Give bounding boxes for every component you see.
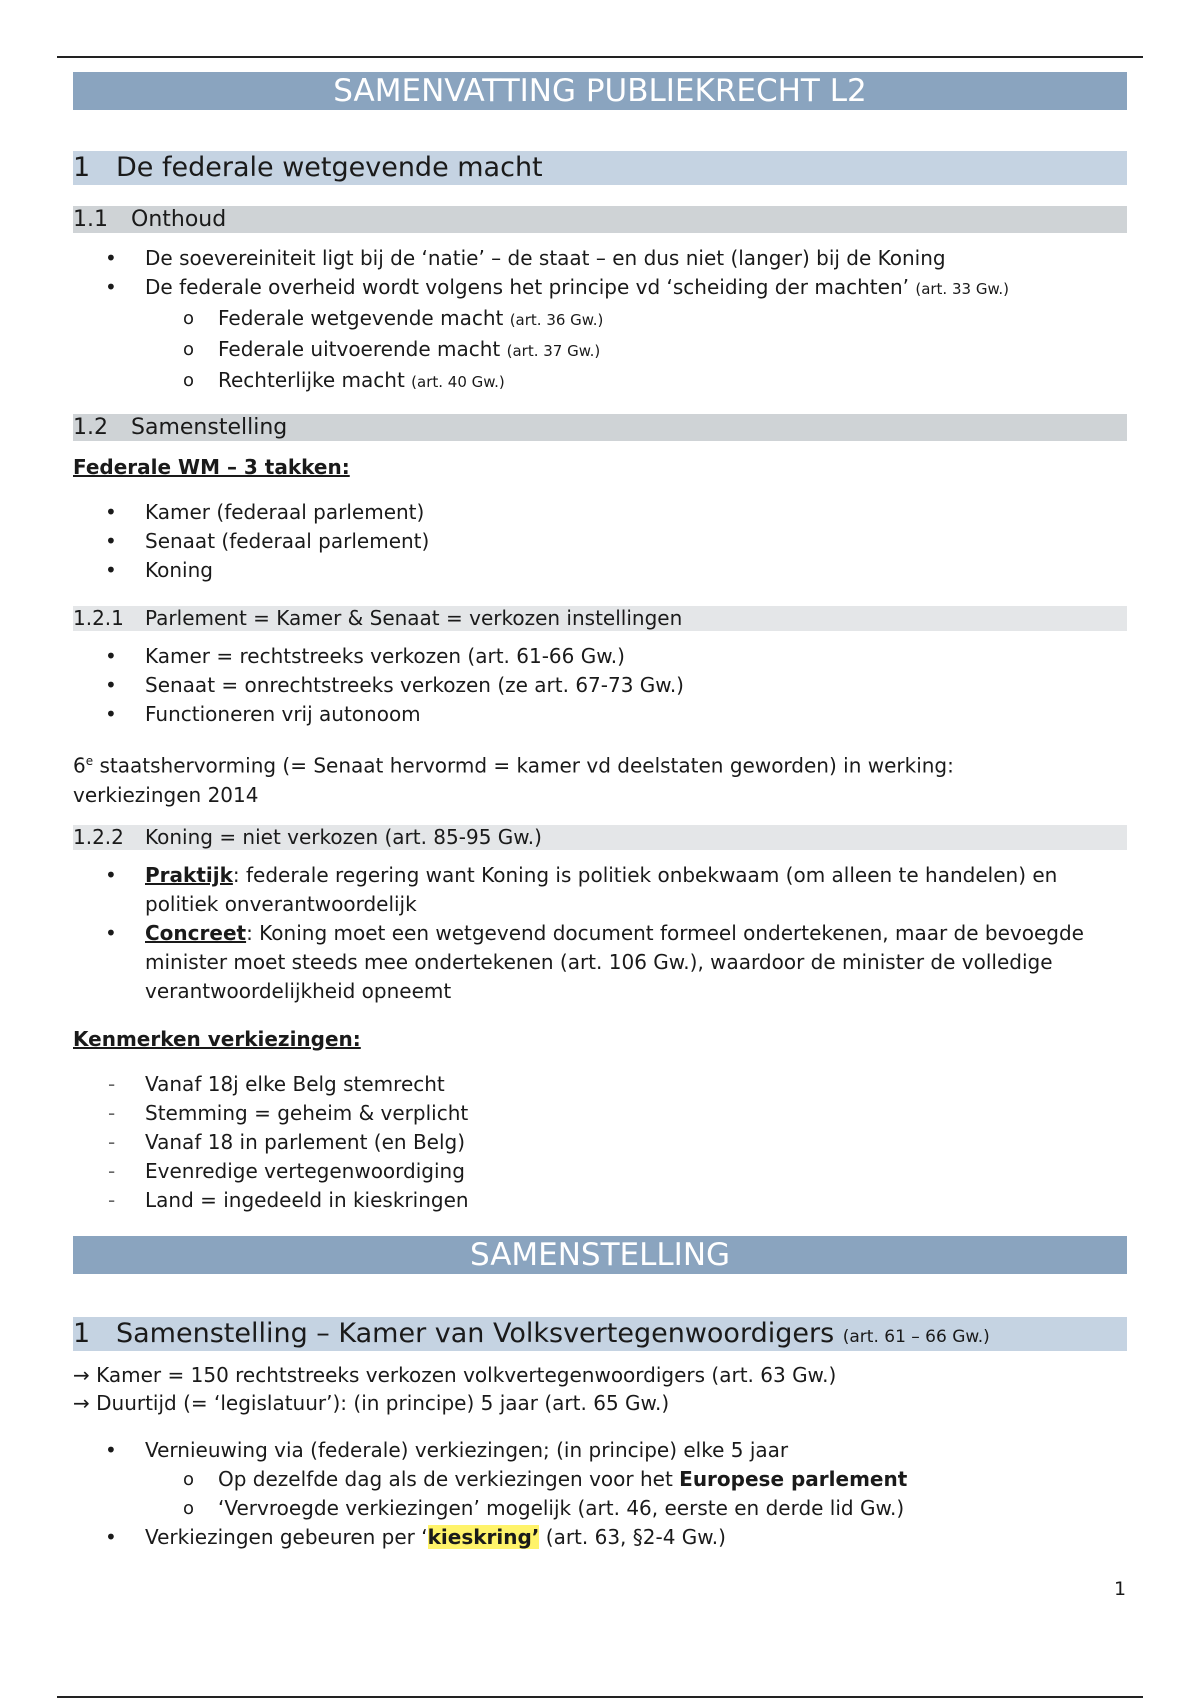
- heading-text: Onthoud: [131, 207, 227, 232]
- bold-label: Concreet: [145, 921, 247, 945]
- kenmerken-heading: Kenmerken verkiezingen:: [73, 1027, 361, 1051]
- paragraph-number: 6: [73, 753, 86, 778]
- list-item: [73, 919, 1095, 1006]
- heading-onthoud: [73, 206, 1127, 233]
- list-item-text: Verkiezingen gebeuren per ‘: [145, 1525, 428, 1549]
- article-ref: (art. 40 Gw.): [411, 373, 505, 391]
- page-number: 1: [1114, 1578, 1127, 1600]
- list-item: • Senaat = onrechtstreeks verkozen (ze art. 67-73 Gw.): [73, 671, 1127, 700]
- parlement-list: [73, 642, 1127, 729]
- heading-federale-wetgevende-macht: [73, 151, 1127, 185]
- arrow-line: → Duurtijd (= ‘legislatuur’): (in principe) 5 jaar (art. 65 Gw.): [73, 1391, 670, 1415]
- samenstelling-banner: SAMENSTELLING: [73, 1236, 1127, 1274]
- takken-list: [73, 498, 1127, 585]
- list-item-text: De soevereiniteit ligt bij de ‘natie’ – de staat – en dus niet (langer) bij de Koning: [145, 246, 946, 270]
- list-subitem: [73, 1465, 1127, 1494]
- list-item: [73, 1523, 1127, 1552]
- kamer-list: [73, 1436, 1127, 1552]
- list-item: • Kamer (federaal parlement): [73, 498, 1127, 527]
- highlighted-term: kieskring’: [427, 1525, 540, 1549]
- kenmerken-list: [73, 1070, 1127, 1215]
- list-item-text: : federale regering want Koning is politiek onbekwaam (om alleen te handelen) en politiek onverantwoordelijk: [145, 863, 1058, 916]
- list-subitem: [73, 335, 1127, 366]
- heading-samenstelling: [73, 414, 1127, 441]
- list-subitem: [73, 304, 1127, 335]
- list-item: • Kamer = rechtstreeks verkozen (art. 61-66 Gw.): [73, 642, 1127, 671]
- article-ref: (art. 61 – 66 Gw.): [842, 1327, 990, 1347]
- heading-number: 1.2.1: [73, 606, 124, 630]
- list-item: • Senaat (federaal parlement): [73, 527, 1127, 556]
- list-subitem: o ‘Vervroegde verkiezingen’ mogelijk (art. 46, eerste en derde lid Gw.): [73, 1494, 1127, 1523]
- heading-kamer: [73, 1317, 1127, 1351]
- list-item: • Functioneren vrij autonoom: [73, 700, 1127, 729]
- list-subitem: [73, 366, 1127, 397]
- heading-text: Parlement = Kamer & Senaat = verkozen instellingen: [145, 606, 683, 630]
- title-banner: SAMENVATTING PUBLIEKRECHT L2: [73, 72, 1127, 110]
- bold-label: Praktijk: [145, 863, 233, 887]
- heading-text: Samenstelling – Kamer van Volksvertegenwoordigers: [116, 1318, 835, 1349]
- staatshervorming-paragraph: [73, 747, 1073, 810]
- heading-number: 1.1: [73, 207, 108, 232]
- heading-koning: [73, 825, 1127, 850]
- superscript: e: [85, 754, 94, 768]
- heading-number: 1: [73, 152, 91, 183]
- heading-number: 1.2.2: [73, 825, 124, 849]
- article-ref: (art. 37 Gw.): [506, 342, 601, 360]
- list-item-text: De federale overheid wordt volgens het principe vd ‘scheiding der machten’: [145, 275, 909, 299]
- list-item: • Koning: [73, 556, 1127, 585]
- list-item: - Stemming = geheim & verplicht: [73, 1099, 1127, 1128]
- heading-number: 1.2: [73, 415, 108, 440]
- onthoud-list: [73, 244, 1127, 397]
- list-item-text: (art. 63, §2-4 Gw.): [539, 1525, 726, 1549]
- list-item: - Land = ingedeeld in kieskringen: [73, 1186, 1127, 1215]
- list-item: [73, 861, 1095, 919]
- list-item-text: Rechterlijke macht: [218, 368, 405, 392]
- bottom-rule: [57, 1696, 1143, 1698]
- heading-text: Koning = niet verkozen (art. 85-95 Gw.): [145, 825, 542, 849]
- list-item-text: Federale wetgevende macht: [218, 306, 504, 330]
- list-item: - Vanaf 18j elke Belg stemrecht: [73, 1070, 1127, 1099]
- list-item: - Evenredige vertegenwoordiging: [73, 1157, 1127, 1186]
- heading-number: 1: [73, 1318, 91, 1349]
- list-item-text: Federale uitvoerende macht: [218, 337, 501, 361]
- article-ref: (art. 36 Gw.): [509, 311, 604, 329]
- list-item: [73, 244, 1127, 273]
- list-item: • Vernieuwing via (federale) verkiezingen; (in principe) elke 5 jaar: [73, 1436, 1127, 1465]
- heading-text: Samenstelling: [131, 415, 288, 440]
- list-item-text: Op dezelfde dag als de verkiezingen voor het: [218, 1467, 680, 1491]
- heading-text: De federale wetgevende macht: [116, 152, 543, 183]
- article-ref: (art. 33 Gw.): [915, 280, 1009, 298]
- arrow-line: → Kamer = 150 rechtstreeks verkozen volkvertegenwoordigers (art. 63 Gw.): [73, 1363, 837, 1387]
- heading-parlement: [73, 606, 1127, 631]
- bold-text: Europese parlement: [679, 1467, 908, 1491]
- koning-list: [73, 861, 1127, 1006]
- paragraph-text: staatshervorming (= Senaat hervormd = kamer vd deelstaten geworden) in werking: verkiezingen 2014: [73, 753, 954, 807]
- list-item: [73, 273, 1127, 304]
- takken-heading: Federale WM – 3 takken:: [73, 455, 350, 479]
- list-item-text: : Koning moet een wetgevend document formeel ondertekenen, maar de bevoegde minister moet steeds mee ondertekenen (art. 106 Gw.), waardoor de minister de volledige verantwoordelijkheid opneemt: [145, 921, 1084, 1003]
- top-rule: [57, 56, 1143, 58]
- list-item: - Vanaf 18 in parlement (en Belg): [73, 1128, 1127, 1157]
